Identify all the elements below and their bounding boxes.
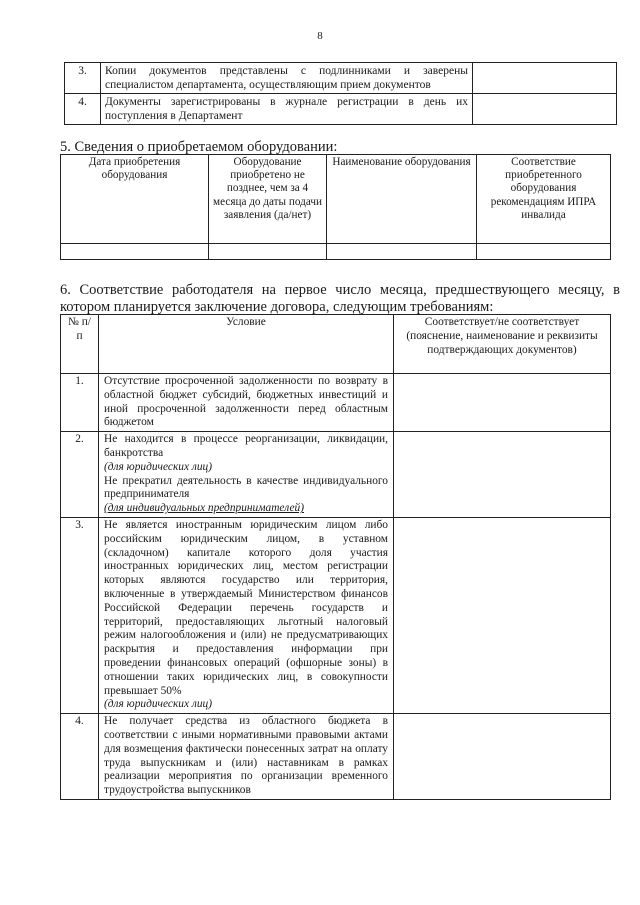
header-purchased-before: Оборудование приобретено не позднее, чем за 4 месяца до даты подачи заявления (да/нет) bbox=[209, 155, 327, 244]
row-text: Документы зарегистрированы в журнале регистрации в день их поступления в Департамент bbox=[101, 94, 473, 125]
note-legal-entity: (для юридических лиц) bbox=[104, 460, 213, 473]
note-entrepreneur: (для индивидуальных предпринимателей) bbox=[104, 502, 305, 515]
table-row bbox=[65, 94, 617, 125]
empty-cell[interactable] bbox=[477, 244, 611, 260]
table-row bbox=[61, 432, 611, 518]
row-answer-cell[interactable] bbox=[394, 432, 611, 518]
row-number: 4. bbox=[61, 714, 99, 800]
empty-cell[interactable] bbox=[209, 244, 327, 260]
row-answer-cell[interactable] bbox=[473, 63, 617, 94]
header-number: № п/п bbox=[61, 315, 99, 374]
row-text bbox=[99, 432, 394, 518]
section-5-heading: 5. Сведения о приобретаемом оборудовании: bbox=[60, 139, 338, 155]
row-text: Копии документов представлены с подлинниками и заверены специалистом департамента, осуществляющим прием документов bbox=[101, 63, 473, 94]
requirements-table-continued bbox=[64, 62, 617, 125]
employer-requirements-table bbox=[60, 314, 611, 800]
header-purchase-date: Дата приобретения оборудования bbox=[61, 155, 209, 244]
empty-cell[interactable] bbox=[61, 244, 209, 260]
table-row bbox=[61, 714, 611, 800]
condition-entrepreneur: Не прекратил деятельность в качестве индивидуального предпринимателя bbox=[104, 474, 388, 501]
table-row bbox=[61, 517, 611, 713]
header-ipra-compliance: Соответствие приобретенного оборудования рекомендациям ИПРА инвалида bbox=[477, 155, 611, 244]
row-text bbox=[99, 517, 394, 713]
condition-legal-entity: Не находится в процессе реорганизации, ликвидации, банкротства bbox=[104, 433, 388, 459]
table-header-row bbox=[61, 315, 611, 374]
row-answer-cell[interactable] bbox=[394, 374, 611, 432]
equipment-table bbox=[60, 154, 611, 260]
row-answer-cell[interactable] bbox=[394, 517, 611, 713]
row-number: 1. bbox=[61, 374, 99, 432]
table-row bbox=[65, 63, 617, 94]
header-equipment-name: Наименование оборудования bbox=[327, 155, 477, 244]
condition-text: Не является иностранным юридическим лицом либо российским юридическим лицом, в уставном (складочном) капитале которого доля участия иностранных юридических лиц, местом регистрации которых являются государство или территория, включенные в утверждаемый Министерством финансов Российской Федерации перечень государств и территорий, предоставляющих льготный налоговый режим налогообложения и (или) не предусматривающих раскрытия и предоставления информации при проведении финансовых операций (офшорные зоны) в отношении таких юридических лиц, в совокупности превышает 50% bbox=[104, 518, 388, 697]
page-number: 8 bbox=[317, 30, 323, 42]
row-number: 3. bbox=[61, 517, 99, 713]
table-row bbox=[61, 374, 611, 432]
table-header-row bbox=[61, 155, 611, 244]
row-number: 4. bbox=[65, 94, 101, 125]
section-6-heading: 6. Соответствие работодателя на первое число месяца, предшествующего месяцу, в котором планируется заключение договора, следующим требованиям: bbox=[60, 282, 620, 315]
header-condition: Условие bbox=[99, 315, 394, 374]
row-answer-cell[interactable] bbox=[473, 94, 617, 125]
empty-cell[interactable] bbox=[327, 244, 477, 260]
note-legal-entity: (для юридических лиц) bbox=[104, 698, 213, 711]
row-text: Не получает средства из областного бюджета в соответствии с иными нормативными правовыми актами для возмещения фактически понесенных затрат на оплату труда выпускникам и (или) наставникам в рамках реализации мероприятия по организации временного трудоустройства выпускников bbox=[99, 714, 394, 800]
row-number: 3. bbox=[65, 63, 101, 94]
table-row bbox=[61, 244, 611, 260]
header-answer: Соответствует/не соответствует (пояснение, наименование и реквизиты подтверждающих документов) bbox=[394, 315, 611, 374]
row-number: 2. bbox=[61, 432, 99, 518]
row-answer-cell[interactable] bbox=[394, 714, 611, 800]
row-text: Отсутствие просроченной задолженности по возврату в областной бюджет субсидий, бюджетных инвестиций и иной просроченной задолженности перед областным бюджетом bbox=[99, 374, 394, 432]
